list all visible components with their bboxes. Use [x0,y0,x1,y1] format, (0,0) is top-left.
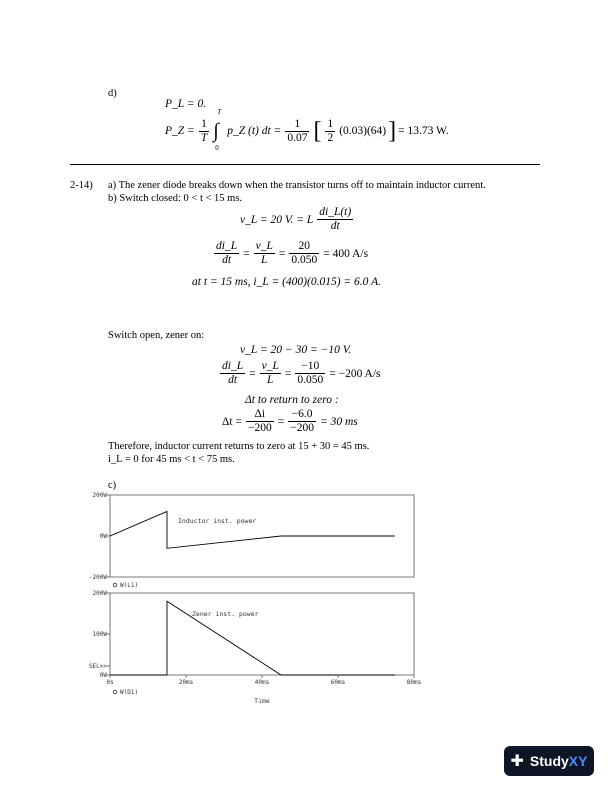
il-zero-text: i_L = 0 for 45 ms < t < 75 ms. [108,454,235,465]
chart2-x-ticks [106,675,421,686]
y-tick-label: 0W [99,533,107,540]
switch-open-text: Switch open, zener on: [108,330,205,341]
part-d-label: d) [108,88,117,99]
pz-half-den: 2 [327,131,334,144]
therefore-text: Therefore, inductor current returns to zero at 15 + 30 = 45 ms. [108,441,370,452]
bracket-close: ] [388,118,397,144]
y-tick-label: 100W [92,631,107,638]
int-top: T [217,108,222,116]
didt-num: di_L [216,240,238,252]
chart2-y-ticks [89,590,110,679]
plus-sparkle-icon: ✚ [510,753,524,770]
dt-lhs: Δt = [222,415,242,428]
dt-den2: −200 [290,422,314,434]
pz-frac-den: 0.07 [287,131,308,144]
pz-result: = 13.73 W. [398,125,449,137]
vl-over-l2-num: v_L [261,360,279,372]
dt-den1: −200 [247,422,272,434]
chart1-y-ticks [89,492,110,581]
vl-over-l2-den: L [267,374,274,386]
pl-equation: P_L = 0. [165,98,207,110]
part-c-label: c) [108,480,117,491]
chart1-legend: W(L1) [120,582,139,589]
chart2-legend-marker [113,690,117,694]
didt2-result: = −200 A/s [329,367,381,380]
int-bot: 0 [215,144,219,152]
pz-lhs: P_Z = [165,125,195,137]
didt-equation: $\frac{di\_L}{dt}$ = $\frac{v\_L}{L}$ = $\frac{20}{0.050}$ = 400 A/s [216,240,369,266]
dt-result: = 30 ms [319,415,358,428]
pz-one: 1 [199,118,209,132]
didt2-den: dt [228,374,238,386]
y-tick-label: -200W [88,574,107,581]
chart1-title: Inductor inst. power [178,517,257,525]
return-zero-text: Δt to return to zero : [245,394,339,406]
pz-half-num: 1 [327,117,334,130]
pz-frac-num: 1 [285,118,309,132]
chart2-title: Zener inst. power [192,610,259,618]
dt-equation: Δt = $\frac{\Delta i}{-200}$ = $\frac{-6.0}{-200}$ = 30 ms [222,408,358,434]
vl-over-l-den: L [261,254,268,266]
studyxy-logo[interactable] [504,746,594,776]
chart2-legend: W(D1) [120,689,139,696]
pz-product: (0.03)(64) [339,125,387,137]
didt-den: dt [222,254,232,266]
x-tick-label: 60ms [330,679,346,686]
y-tick-label: 0W [99,672,107,679]
y-tick-label: 200W [92,590,107,597]
bracket-open: [ [313,118,322,144]
vl-lhs: v_L = 20 V. = L [240,213,314,226]
problem-number: 2-14) [70,180,93,191]
x-tick-label: 80ms [406,679,422,686]
dt-num2: −6.0 [288,408,316,422]
vl-over-l-num: v_L [255,240,273,252]
vl2-equation: v_L = 20 − 30 = −10 V. [240,344,352,356]
neg10-num: −10 [295,360,325,374]
y-tick-label: SEL>> [88,663,107,670]
brand-text: StudyXY [529,753,588,769]
didt-result: = 400 A/s [323,247,369,260]
twenty-den: 0.050 [291,254,318,266]
vl-num: di_L(t) [319,206,352,218]
x-tick-label: 20ms [178,679,194,686]
dt-num1: Δi [246,408,274,422]
pz-T: T [200,131,208,144]
chart2-xlabel: Time [254,697,270,705]
twenty-num: 20 [289,240,319,254]
didt2-equation: $\frac{di\_L}{dt}$ = $\frac{v\_L}{L}$ = $\frac{-10}{0.050}$ = −200 A/s [222,360,381,386]
chart1-legend-marker [113,583,117,587]
vl-den: dt [330,220,340,232]
pz-integrand: p_Z (t) dt = [227,125,282,137]
y-tick-label: 200W [92,492,107,499]
int-glyph: ∫ [213,120,219,142]
at-t-equation: at t = 15 ms, i_L = (400)(0.015) = 6.0 A. [192,276,381,288]
x-tick-label: 40ms [254,679,270,686]
didt2-num: di_L [222,360,244,372]
part-b-text: b) Switch closed: 0 < t < 15 ms. [108,193,243,204]
neg10-den: 0.050 [297,374,324,386]
x-tick-label: 0s [106,679,114,686]
part-a-text: a) The zener diode breaks down when the transistor turns off to maintain inductor current. [108,180,486,191]
